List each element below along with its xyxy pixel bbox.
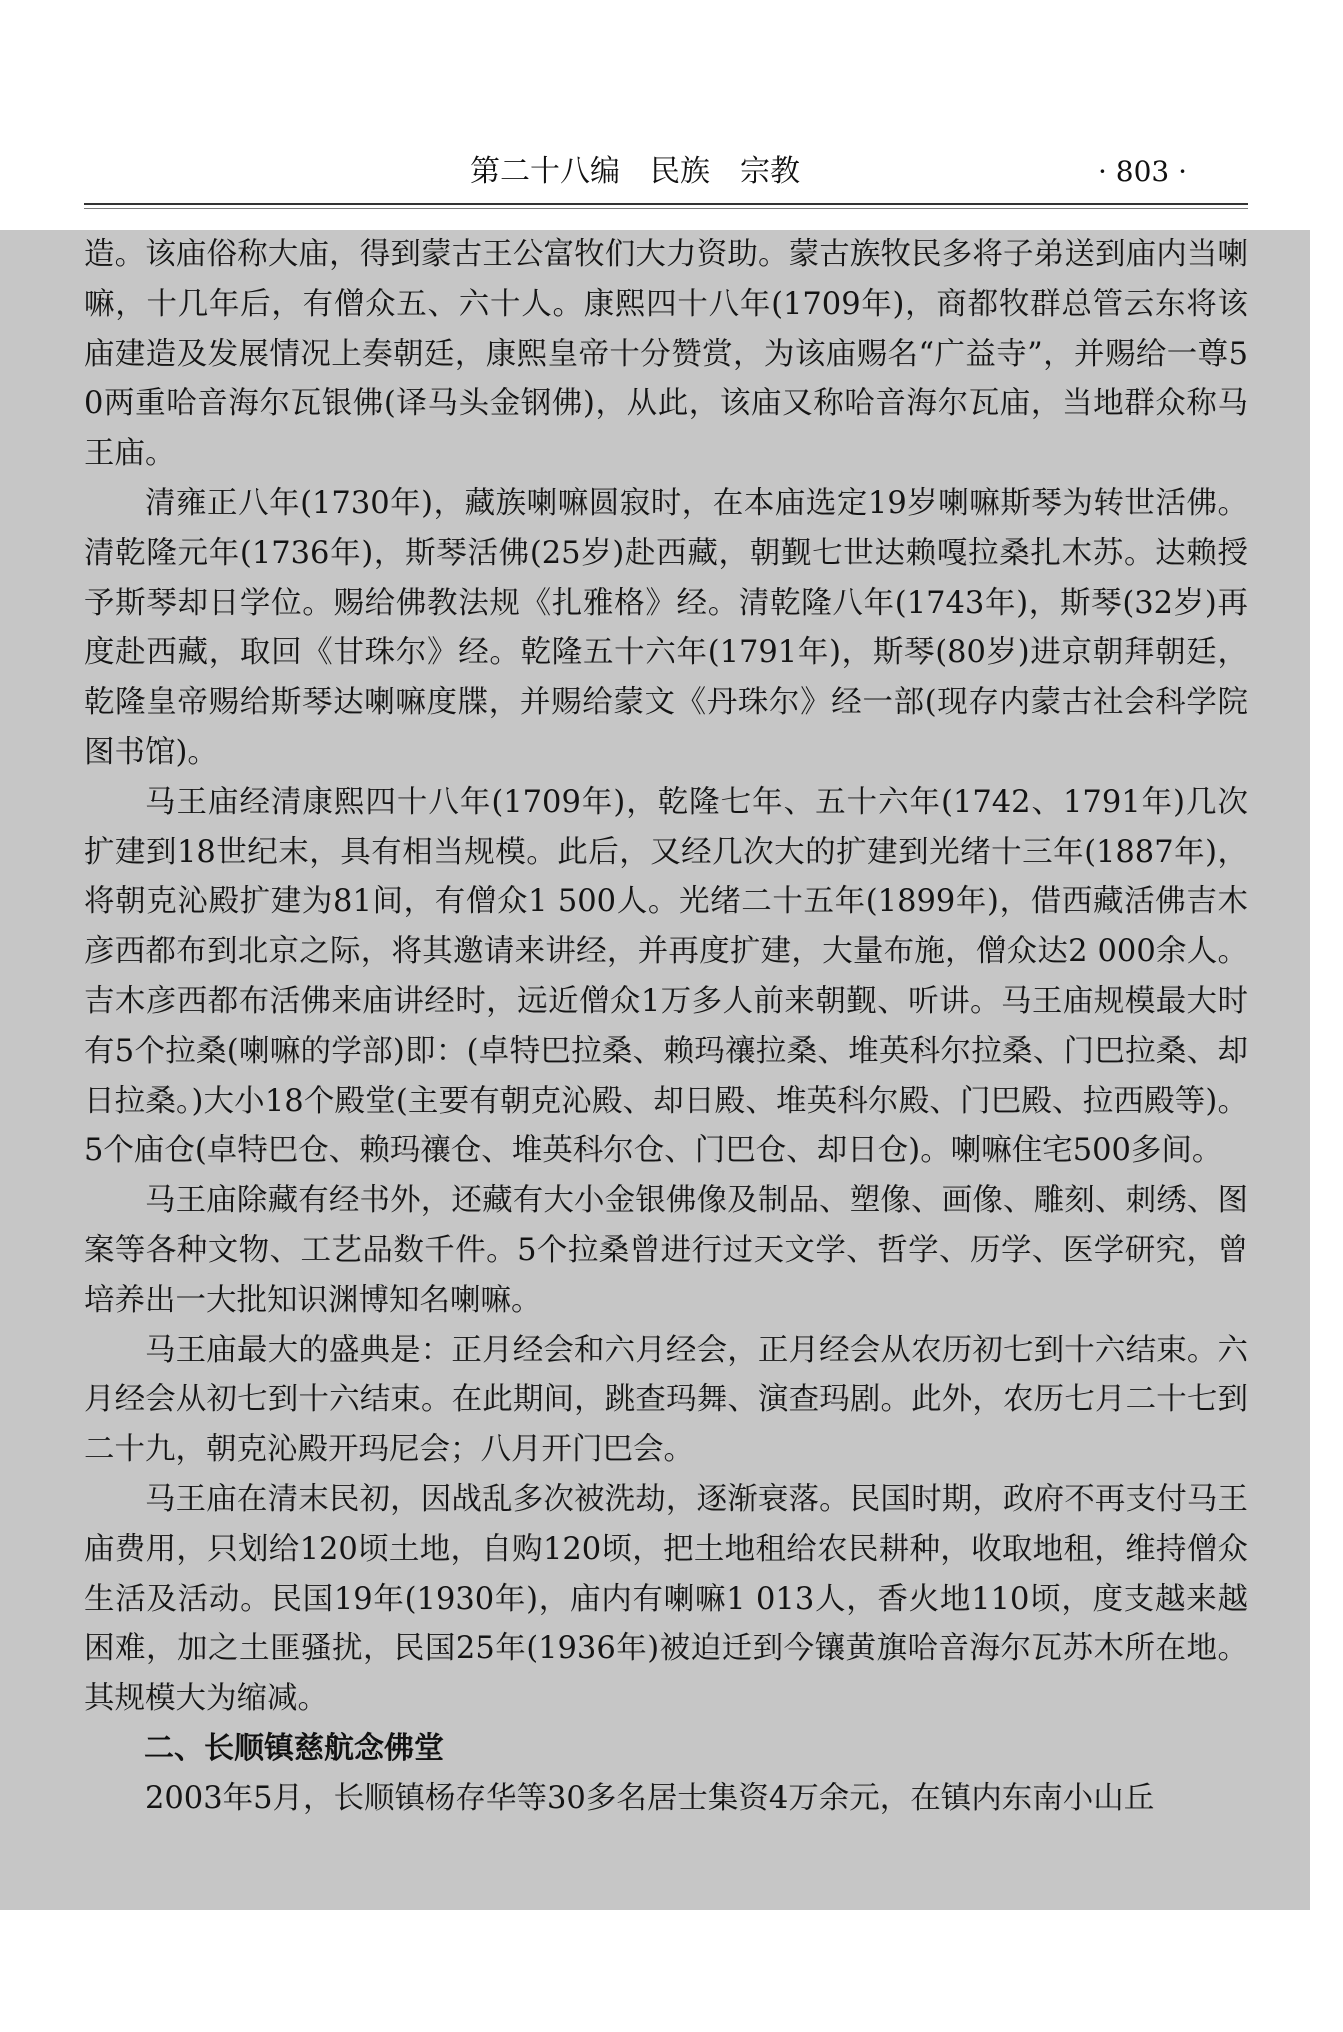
paragraph: 马王庙在清末民初，因战乱多次被洗劫，逐渐衰落。民国时期，政府不再支付马王庙费用，只划给120顷土地，自购120顷，把土地租给农民耕种，收取地租，维持僧众生活及活动。民国19年(1930年)，庙内有喇嘛1 013人，香火地110顷，度支越来越困难，加之土匪骚扰，民国25年(1936年)被迫迁到今镶黄旗哈音海尔瓦苏木所在地。其规模大为缩减。: [84, 1481, 1248, 1717]
paragraph: 清雍正八年(1730年)，藏族喇嘛圆寂时，在本庙选定19岁喇嘛斯琴为转世活佛。清乾隆元年(1736年)，斯琴活佛(25岁)赴西藏，朝觐七世达赖嘎拉桑扎木苏。达赖授予斯琴却日学位。赐给佛教法规《扎雅格》经。清乾隆八年(1743年)，斯琴(32岁)再度赴西藏，取回《甘珠尔》经。乾隆五十六年(1791年)，斯琴(80岁)进京朝拜朝廷，乾隆皇帝赐给斯琴达喇嘛度牒，并赐给蒙文《丹珠尔》经一部(现存内蒙古社会科学院图书馆)。: [84, 485, 1248, 770]
running-title: 第二十八编 民族 宗教: [470, 154, 800, 189]
page-number: · 803 ·: [1098, 155, 1188, 188]
paragraph: 马王庙经清康熙四十八年(1709年)，乾隆七年、五十六年(1742、1791年)几次扩建到18世纪末，具有相当规模。此后，又经几次大的扩建到光绪十三年(1887年)，将朝克沁殿扩建为81间，有僧众1 500人。光绪二十五年(1899年)，借西藏活佛吉木彦西都布到北京之际，将其邀请来讲经，并再度扩建，大量布施，僧众达2 000余人。吉木彦西都布活佛来庙讲经时，远近僧众1万多人前来朝觐、听讲。马王庙规模最大时有5个拉桑(喇嘛的学部)即：(卓特巴拉桑、赖玛禳拉桑、堆英科尔拉桑、门巴拉桑、却日拉桑。)大小18个殿堂(主要有朝克沁殿、却日殿、堆英科尔殿、门巴殿、拉西殿等)。5个庙仓(卓特巴仓、赖玛禳仓、堆英科尔仓、门巴仓、却日仓)。喇嘛住宅500多间。: [84, 784, 1248, 1169]
body-text: [84, 230, 1248, 1824]
paragraph-continued: 造。该庙俗称大庙，得到蒙古王公富牧们大力资助。蒙古族牧民多将子弟送到庙内当喇嘛，十几年后，有僧众五、六十人。康熙四十八年(1709年)，商都牧群总管云东将该庙建造及发展情况上奏朝廷，康熙皇帝十分赞赏，为该庙赐名“广益寺”，并赐给一尊50两重哈音海尔瓦银佛(译马头金钢佛)，从此，该庙又称哈音海尔瓦庙，当地群众称马王庙。: [84, 237, 1248, 472]
paragraph-final: 2003年5月，长顺镇杨存华等30多名居士集资4万余元，在镇内东南小山丘: [145, 1780, 1155, 1816]
running-header: [0, 152, 1343, 196]
header-rule: [84, 203, 1248, 205]
section-heading: 二、长顺镇慈航念佛堂: [144, 1730, 444, 1766]
header-rule-thin: [84, 208, 1248, 209]
paragraph: 马王庙最大的盛典是：正月经会和六月经会，正月经会从农历初七到十六结束。六月经会从初七到十六结束。在此期间，跳查玛舞、演查玛剧。此外，农历七月二十七到二十九，朝克沁殿开玛尼会；八月开门巴会。: [84, 1332, 1248, 1468]
paragraph: 马王庙除藏有经书外，还藏有大小金银佛像及制品、塑像、画像、雕刻、刺绣、图案等各种文物、工艺品数千件。5个拉桑曾进行过天文学、哲学、历学、医学研究，曾培养出一大批知识渊博知名喇嘛。: [84, 1183, 1248, 1318]
